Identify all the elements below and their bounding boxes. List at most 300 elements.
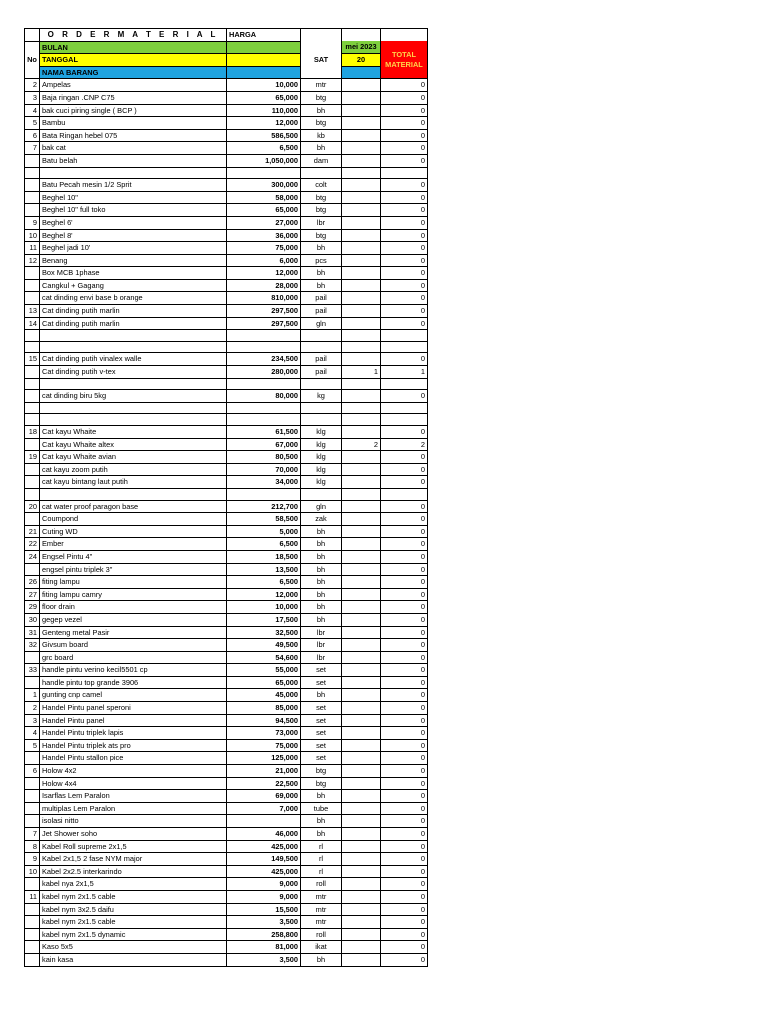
item-quantity[interactable] xyxy=(342,802,381,815)
tanggal-value[interactable] xyxy=(227,54,301,67)
item-unit: btg xyxy=(301,91,342,104)
item-total: 0 xyxy=(381,739,428,752)
item-total: 0 xyxy=(381,727,428,740)
row-number: 3 xyxy=(25,714,40,727)
item-total: 0 xyxy=(381,651,428,664)
item-unit: set xyxy=(301,752,342,765)
item-quantity[interactable] xyxy=(342,790,381,803)
item-total: 0 xyxy=(381,916,428,929)
table-row xyxy=(25,330,428,342)
sheet-title: O R D E R M A T E R I A L xyxy=(40,29,227,42)
item-quantity[interactable] xyxy=(342,229,381,242)
item-name: Handel Pintu triplek lapis xyxy=(40,727,227,740)
item-price: 17,500 xyxy=(227,613,301,626)
sat-header-top xyxy=(301,29,342,42)
table-row xyxy=(25,191,428,204)
item-total: 0 xyxy=(381,242,428,255)
item-quantity[interactable] xyxy=(342,739,381,752)
row-number: 9 xyxy=(25,853,40,866)
item-price xyxy=(227,414,301,426)
table-row xyxy=(25,928,428,941)
item-price: 18,500 xyxy=(227,550,301,563)
item-quantity[interactable] xyxy=(342,538,381,551)
table-row xyxy=(25,626,428,639)
item-quantity[interactable] xyxy=(342,513,381,526)
table-row xyxy=(25,500,428,513)
item-price: 54,600 xyxy=(227,651,301,664)
item-unit: klg xyxy=(301,438,342,451)
item-price: 3,500 xyxy=(227,916,301,929)
item-quantity[interactable] xyxy=(342,179,381,192)
row-number: 33 xyxy=(25,664,40,677)
table-row xyxy=(25,941,428,954)
item-unit: klg xyxy=(301,426,342,439)
item-unit: bh xyxy=(301,142,342,155)
item-unit xyxy=(301,414,342,426)
table-row xyxy=(25,267,428,280)
item-total xyxy=(381,341,428,353)
item-price: 32,500 xyxy=(227,626,301,639)
table-row xyxy=(25,576,428,589)
row-number: 5 xyxy=(25,117,40,130)
item-quantity[interactable] xyxy=(342,353,381,366)
row-number: 12 xyxy=(25,254,40,267)
item-name: Cuting WD xyxy=(40,525,227,538)
item-unit xyxy=(301,488,342,500)
item-unit: bh xyxy=(301,953,342,966)
item-total: 0 xyxy=(381,777,428,790)
item-price: 46,000 xyxy=(227,828,301,841)
row-number xyxy=(25,414,40,426)
item-unit: tube xyxy=(301,802,342,815)
item-total: 0 xyxy=(381,500,428,513)
table-row xyxy=(25,802,428,815)
item-price: 15,500 xyxy=(227,903,301,916)
table-row xyxy=(25,216,428,229)
month-value[interactable]: mei 2023 xyxy=(342,41,381,54)
item-quantity[interactable] xyxy=(342,191,381,204)
item-price xyxy=(227,488,301,500)
item-unit: set xyxy=(301,739,342,752)
row-number: 3 xyxy=(25,91,40,104)
item-quantity[interactable] xyxy=(342,154,381,167)
row-number: 13 xyxy=(25,305,40,318)
item-unit: rl xyxy=(301,840,342,853)
item-price: 94,500 xyxy=(227,714,301,727)
item-quantity[interactable] xyxy=(342,242,381,255)
item-total: 0 xyxy=(381,550,428,563)
item-total: 0 xyxy=(381,639,428,652)
table-row xyxy=(25,488,428,500)
bulan-value[interactable] xyxy=(227,41,301,54)
item-unit: mtr xyxy=(301,916,342,929)
item-unit: btg xyxy=(301,229,342,242)
item-price: 125,000 xyxy=(227,752,301,765)
item-quantity[interactable] xyxy=(342,853,381,866)
item-name: Beghel jadi 10' xyxy=(40,242,227,255)
item-price: 58,500 xyxy=(227,513,301,526)
item-price: 586,500 xyxy=(227,129,301,142)
table-row xyxy=(25,317,428,330)
item-quantity[interactable] xyxy=(342,204,381,217)
item-total: 0 xyxy=(381,840,428,853)
item-price: 61,500 xyxy=(227,426,301,439)
item-price: 3,500 xyxy=(227,953,301,966)
item-quantity[interactable] xyxy=(342,341,381,353)
table-row xyxy=(25,916,428,929)
item-unit: gln xyxy=(301,317,342,330)
row-number xyxy=(25,438,40,451)
item-price: 58,000 xyxy=(227,191,301,204)
item-total: 0 xyxy=(381,426,428,439)
item-unit: klg xyxy=(301,463,342,476)
item-quantity[interactable] xyxy=(342,928,381,941)
item-total: 0 xyxy=(381,538,428,551)
nama-barang-qty-cell xyxy=(342,66,381,79)
item-name: Cat kayu Whaite altex xyxy=(40,438,227,451)
item-total: 0 xyxy=(381,865,428,878)
item-quantity[interactable] xyxy=(342,878,381,891)
item-unit: bh xyxy=(301,550,342,563)
item-price: 6,500 xyxy=(227,142,301,155)
item-quantity[interactable] xyxy=(342,414,381,426)
item-unit: bh xyxy=(301,689,342,702)
row-number: 1 xyxy=(25,689,40,702)
item-total: 0 xyxy=(381,588,428,601)
item-quantity[interactable] xyxy=(342,463,381,476)
item-total: 0 xyxy=(381,267,428,280)
table-row xyxy=(25,463,428,476)
item-quantity[interactable] xyxy=(342,79,381,92)
table-row xyxy=(25,765,428,778)
item-name: Cat dinding putih v-tex xyxy=(40,366,227,379)
item-quantity[interactable] xyxy=(342,476,381,489)
item-unit xyxy=(301,378,342,390)
table-row xyxy=(25,840,428,853)
item-quantity[interactable] xyxy=(342,267,381,280)
table-row xyxy=(25,676,428,689)
item-price: 7,000 xyxy=(227,802,301,815)
table-row xyxy=(25,305,428,318)
table-row xyxy=(25,865,428,878)
item-name: kabel nym 3x2.5 daifu xyxy=(40,903,227,916)
item-unit: bh xyxy=(301,576,342,589)
item-total: 0 xyxy=(381,390,428,403)
table-row xyxy=(25,254,428,267)
item-quantity[interactable] xyxy=(342,500,381,513)
item-total: 0 xyxy=(381,191,428,204)
row-number xyxy=(25,330,40,342)
item-total: 0 xyxy=(381,752,428,765)
item-quantity[interactable] xyxy=(342,525,381,538)
item-unit xyxy=(301,341,342,353)
item-quantity[interactable] xyxy=(342,903,381,916)
item-quantity[interactable] xyxy=(342,254,381,267)
row-number xyxy=(25,878,40,891)
item-quantity[interactable] xyxy=(342,576,381,589)
sat-header: SAT xyxy=(301,41,342,79)
item-unit: pail xyxy=(301,366,342,379)
item-name: Kabel Roll supreme 2x1,5 xyxy=(40,840,227,853)
item-unit: klg xyxy=(301,476,342,489)
item-total: 0 xyxy=(381,292,428,305)
item-name: engsel pintu triplek 3" xyxy=(40,563,227,576)
item-name: fiting lampu xyxy=(40,576,227,589)
item-price xyxy=(227,378,301,390)
item-total: 0 xyxy=(381,928,428,941)
total-top xyxy=(381,29,428,42)
item-quantity[interactable] xyxy=(342,727,381,740)
item-name: Holow 4x2 xyxy=(40,765,227,778)
item-unit: set xyxy=(301,702,342,715)
item-name: kabel nya 2x1,5 xyxy=(40,878,227,891)
table-row xyxy=(25,390,428,403)
item-price: 10,000 xyxy=(227,601,301,614)
item-quantity[interactable] xyxy=(342,426,381,439)
table-row xyxy=(25,601,428,614)
row-number xyxy=(25,154,40,167)
item-name: cat dinding envi base b orange xyxy=(40,292,227,305)
item-quantity[interactable] xyxy=(342,664,381,677)
item-name: Bambu xyxy=(40,117,227,130)
table-row xyxy=(25,279,428,292)
day-value[interactable]: 20 xyxy=(342,54,381,67)
item-name: cat dinding biru 5kg xyxy=(40,390,227,403)
item-quantity[interactable] xyxy=(342,129,381,142)
item-unit: mtr xyxy=(301,79,342,92)
item-quantity[interactable] xyxy=(342,840,381,853)
item-total: 0 xyxy=(381,305,428,318)
item-quantity[interactable] xyxy=(342,550,381,563)
table-row xyxy=(25,815,428,828)
item-price: 85,000 xyxy=(227,702,301,715)
item-quantity[interactable] xyxy=(342,828,381,841)
row-number: 19 xyxy=(25,451,40,464)
table-row xyxy=(25,204,428,217)
item-price: 69,000 xyxy=(227,790,301,803)
item-quantity[interactable] xyxy=(342,765,381,778)
item-price: 75,000 xyxy=(227,739,301,752)
item-quantity[interactable] xyxy=(342,292,381,305)
item-price: 6,000 xyxy=(227,254,301,267)
row-number: 11 xyxy=(25,890,40,903)
item-quantity[interactable] xyxy=(342,91,381,104)
row-number xyxy=(25,903,40,916)
item-price: 81,000 xyxy=(227,941,301,954)
item-price: 9,000 xyxy=(227,890,301,903)
item-name: grc board xyxy=(40,651,227,664)
table-row xyxy=(25,104,428,117)
item-unit: bh xyxy=(301,563,342,576)
row-number xyxy=(25,476,40,489)
item-quantity[interactable] xyxy=(342,317,381,330)
item-quantity[interactable] xyxy=(342,916,381,929)
item-name xyxy=(40,488,227,500)
table-row xyxy=(25,689,428,702)
item-unit: set xyxy=(301,676,342,689)
item-quantity[interactable] xyxy=(342,953,381,966)
item-quantity[interactable] xyxy=(342,216,381,229)
item-unit xyxy=(301,167,342,179)
item-quantity[interactable] xyxy=(342,815,381,828)
table-row xyxy=(25,179,428,192)
item-total: 0 xyxy=(381,104,428,117)
item-quantity[interactable] xyxy=(342,563,381,576)
item-quantity[interactable] xyxy=(342,714,381,727)
item-quantity[interactable] xyxy=(342,689,381,702)
item-name: multiplas Lem Paralon xyxy=(40,802,227,815)
item-unit: btg xyxy=(301,191,342,204)
item-name: Beghel 8' xyxy=(40,229,227,242)
item-quantity[interactable] xyxy=(342,488,381,500)
item-quantity[interactable] xyxy=(342,752,381,765)
item-price xyxy=(227,815,301,828)
tanggal-label: TANGGAL xyxy=(40,54,227,67)
row-number xyxy=(25,463,40,476)
item-unit: bh xyxy=(301,538,342,551)
item-quantity[interactable] xyxy=(342,639,381,652)
no-header: No xyxy=(25,41,40,79)
item-quantity[interactable] xyxy=(342,117,381,130)
item-name: gegep vezel xyxy=(40,613,227,626)
item-quantity[interactable] xyxy=(342,651,381,664)
item-price: 425,000 xyxy=(227,865,301,878)
row-number xyxy=(25,676,40,689)
item-unit: pail xyxy=(301,305,342,318)
item-quantity[interactable]: 2 xyxy=(342,438,381,451)
item-rows xyxy=(25,79,428,966)
item-name: Engsel Pintu 4" xyxy=(40,550,227,563)
item-price xyxy=(227,402,301,414)
order-material-sheet xyxy=(24,28,428,967)
table-row xyxy=(25,953,428,966)
item-quantity[interactable] xyxy=(342,451,381,464)
item-quantity[interactable] xyxy=(342,613,381,626)
item-quantity[interactable] xyxy=(342,865,381,878)
item-quantity[interactable] xyxy=(342,330,381,342)
item-total xyxy=(381,414,428,426)
item-quantity[interactable] xyxy=(342,402,381,414)
item-quantity[interactable] xyxy=(342,142,381,155)
item-unit: bh xyxy=(301,790,342,803)
item-unit: mtr xyxy=(301,903,342,916)
item-name: Cat kayu Whaite avian xyxy=(40,451,227,464)
table-row xyxy=(25,525,428,538)
item-unit: lbr xyxy=(301,216,342,229)
item-quantity[interactable] xyxy=(342,390,381,403)
item-name xyxy=(40,341,227,353)
item-quantity[interactable] xyxy=(342,378,381,390)
item-total xyxy=(381,378,428,390)
row-number xyxy=(25,777,40,790)
item-name xyxy=(40,330,227,342)
row-number: 2 xyxy=(25,79,40,92)
item-unit: btg xyxy=(301,765,342,778)
row-number: 7 xyxy=(25,142,40,155)
item-quantity[interactable] xyxy=(342,702,381,715)
item-total: 0 xyxy=(381,204,428,217)
row-number xyxy=(25,191,40,204)
item-quantity[interactable] xyxy=(342,588,381,601)
item-total: 0 xyxy=(381,91,428,104)
item-unit: gln xyxy=(301,500,342,513)
item-total: 0 xyxy=(381,601,428,614)
item-name: Batu belah xyxy=(40,154,227,167)
item-total: 0 xyxy=(381,815,428,828)
item-quantity[interactable] xyxy=(342,777,381,790)
item-price: 73,000 xyxy=(227,727,301,740)
row-number xyxy=(25,366,40,379)
item-unit: set xyxy=(301,664,342,677)
table-row xyxy=(25,903,428,916)
item-price: 45,000 xyxy=(227,689,301,702)
item-quantity[interactable] xyxy=(342,601,381,614)
item-price: 300,000 xyxy=(227,179,301,192)
item-price: 22,500 xyxy=(227,777,301,790)
row-number xyxy=(25,402,40,414)
item-price: 12,000 xyxy=(227,117,301,130)
row-number: 11 xyxy=(25,242,40,255)
item-quantity[interactable] xyxy=(342,305,381,318)
item-unit: bh xyxy=(301,279,342,292)
item-total: 0 xyxy=(381,129,428,142)
item-quantity[interactable]: 1 xyxy=(342,366,381,379)
item-quantity[interactable] xyxy=(342,167,381,179)
item-name: Cat kayu Whaite xyxy=(40,426,227,439)
item-unit: bh xyxy=(301,613,342,626)
item-price: 6,500 xyxy=(227,538,301,551)
item-name: Handel Pintu triplek ats pro xyxy=(40,739,227,752)
table-row xyxy=(25,426,428,439)
item-price: 10,000 xyxy=(227,79,301,92)
item-total: 0 xyxy=(381,179,428,192)
item-unit: colt xyxy=(301,179,342,192)
item-quantity[interactable] xyxy=(342,890,381,903)
item-total: 0 xyxy=(381,142,428,155)
item-quantity[interactable] xyxy=(342,676,381,689)
row-number: 30 xyxy=(25,613,40,626)
harga-header: HARGA xyxy=(227,29,301,42)
table-row xyxy=(25,451,428,464)
row-number: 4 xyxy=(25,727,40,740)
item-unit: klg xyxy=(301,451,342,464)
item-total: 0 xyxy=(381,903,428,916)
item-name: Baja ringan .CNP C75 xyxy=(40,91,227,104)
item-name: Handel Pintu panel speroni xyxy=(40,702,227,715)
row-number xyxy=(25,953,40,966)
item-quantity[interactable] xyxy=(342,941,381,954)
item-name: Bata Ringan hebel 075 xyxy=(40,129,227,142)
item-name: floor drain xyxy=(40,601,227,614)
item-quantity[interactable] xyxy=(342,626,381,639)
item-price: 27,000 xyxy=(227,216,301,229)
item-price: 1,050,000 xyxy=(227,154,301,167)
item-name: isolasi nitto xyxy=(40,815,227,828)
item-unit: dam xyxy=(301,154,342,167)
item-total: 0 xyxy=(381,664,428,677)
item-name: cat kayu zoom putih xyxy=(40,463,227,476)
item-quantity[interactable] xyxy=(342,104,381,117)
table-row xyxy=(25,752,428,765)
item-quantity[interactable] xyxy=(342,279,381,292)
row-number: 10 xyxy=(25,229,40,242)
row-number: 31 xyxy=(25,626,40,639)
table-row xyxy=(25,167,428,179)
table-row xyxy=(25,739,428,752)
item-price: 75,000 xyxy=(227,242,301,255)
table-row xyxy=(25,828,428,841)
item-price: 9,000 xyxy=(227,878,301,891)
